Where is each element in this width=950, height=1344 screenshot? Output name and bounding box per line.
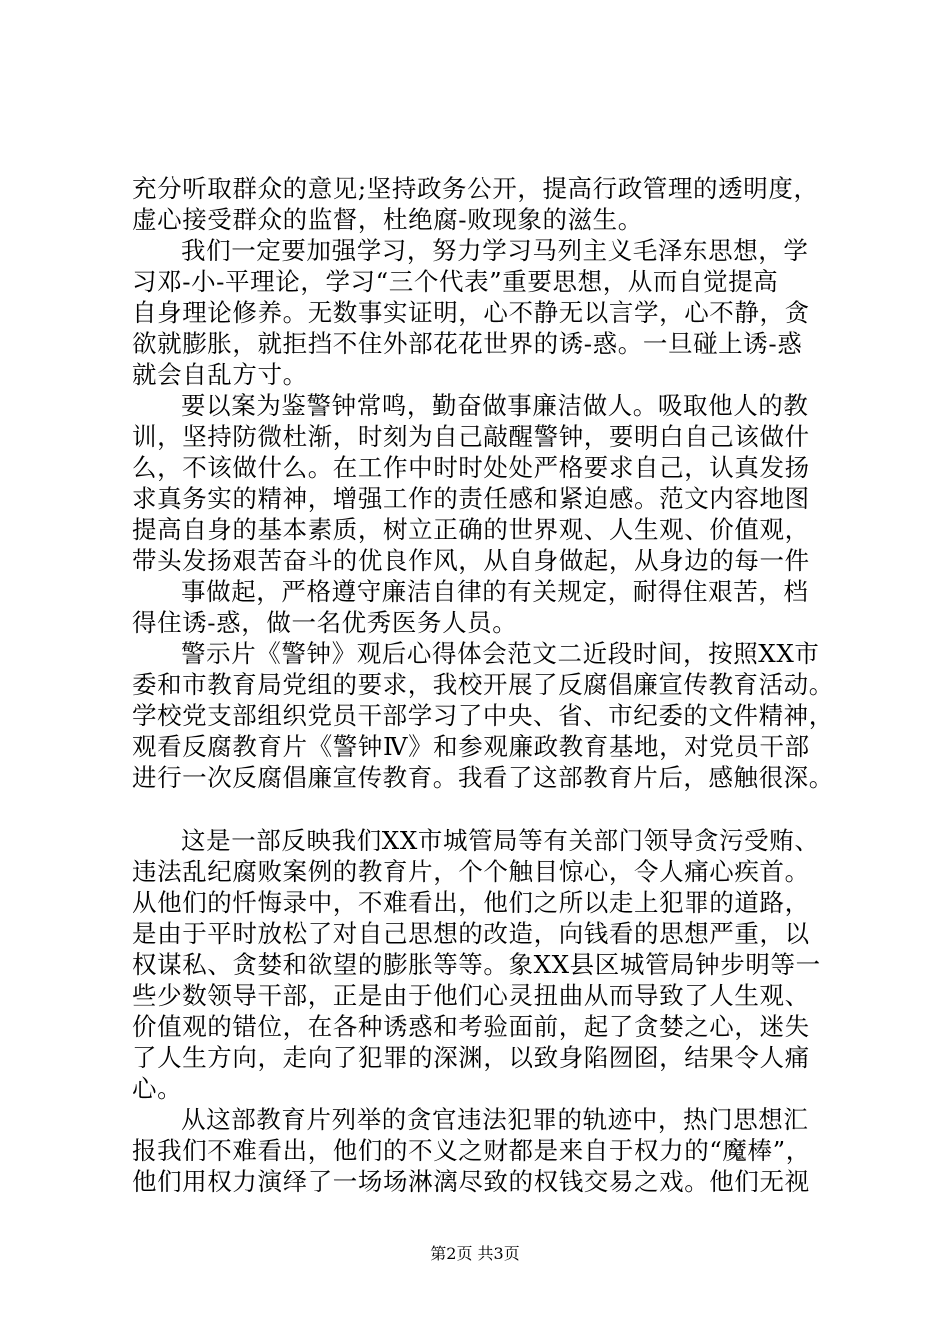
text-line: 求真务实的精神，增强工作的责任感和紧迫感。范文内容地图 (132, 484, 810, 513)
text-line: 他们用权力演绎了一场场淋漓尽致的权钱交易之戏。他们无视 (132, 1167, 810, 1196)
text-line: 充分听取群众的意见;坚持政务公开，提高行政管理的透明度， (132, 174, 819, 203)
text-line: 训，坚持防微杜渐，时刻为自己敲醒警钟，要明白自己该做什 (132, 422, 810, 451)
text-line: 警示片《警钟》观后心得体会范文二近段时间，按照XX市 (181, 639, 820, 668)
text-line: 从他们的忏悔录中，不难看出，他们之所以走上犯罪的道路， (132, 888, 810, 917)
text-line: 违法乱纪腐败案例的教育片，个个触目惊心，令人痛心疾首。 (132, 857, 810, 886)
text-line: 提高自身的基本素质，树立正确的世界观、人生观、价值观， (132, 515, 810, 544)
text-line: 就会自乱方寸。 (132, 360, 308, 389)
text-line: 欲就膨胀，就拒挡不住外部花花世界的诱-惑。一旦碰上诱-惑 (132, 329, 803, 358)
text-line: 么，不该做什么。在工作中时时处处严格要求自己，认真发扬 (132, 453, 810, 482)
text-line: 价值观的错位，在各种诱惑和考验面前，起了贪婪之心，迷失 (132, 1012, 810, 1041)
text-line: 些少数领导干部，正是由于他们心灵扭曲从而导致了人生观、 (132, 981, 810, 1010)
text-line: 带头发扬艰苦奋斗的优良作风，从自身做起，从身边的每一件 (132, 546, 810, 575)
text-line: 虚心接受群众的监督，杜绝腐-败现象的滋生。 (132, 205, 643, 234)
text-line: 观看反腐教育片《警钟Ⅳ》和参观廉政教育基地，对党员干部 (132, 732, 810, 761)
text-line: 学校党支部组织党员干部学习了中央、省、市纪委的文件精神， (132, 701, 834, 730)
text-line: 得住诱-惑，做一名优秀医务人员。 (132, 608, 518, 637)
text-line: 是由于平时放松了对自己思想的改造，向钱看的思想严重，以 (132, 919, 810, 948)
text-line: 自身理论修养。无数事实证明，心不静无以言学，心不静，贪 (132, 298, 810, 327)
text-line: 报我们不难看出，他们的不义之财都是来自于权力的“魔棒”， (132, 1136, 811, 1165)
text-line: 这是一部反映我们XX市城管局等有关部门领导贪污受贿、 (181, 826, 820, 855)
text-line: 了人生方向，走向了犯罪的深渊，以致身陷囫囵，结果令人痛 (132, 1043, 810, 1072)
text-line: 要以案为鉴警钟常鸣，勤奋做事廉洁做人。吸取他人的教 (181, 391, 809, 420)
text-line: 习邓-小-平理论，学习“三个代表”重要思想，从而自觉提高 (132, 267, 779, 296)
text-line: 事做起，严格遵守廉洁自律的有关规定，耐得住艰苦，档 (181, 577, 809, 606)
text-line: 进行一次反腐倡廉宣传教育。我看了这部教育片后，感触很深。 (132, 763, 834, 792)
text-line: 心。 (132, 1074, 183, 1103)
text-line: 委和市教育局党组的要求，我校开展了反腐倡廉宣传教育活动。 (132, 670, 834, 699)
text-line: 我们一定要加强学习，努力学习马列主义毛泽东思想，学 (181, 236, 809, 265)
text-line: 权谋私、贪婪和欲望的膨胀等等。象XX县区城管局钟步明等一 (132, 950, 821, 979)
page-footer: 第2页 共3页 (430, 1244, 520, 1263)
text-line: 从这部教育片列举的贪官违法犯罪的轨迹中，热门思想汇 (181, 1105, 809, 1134)
